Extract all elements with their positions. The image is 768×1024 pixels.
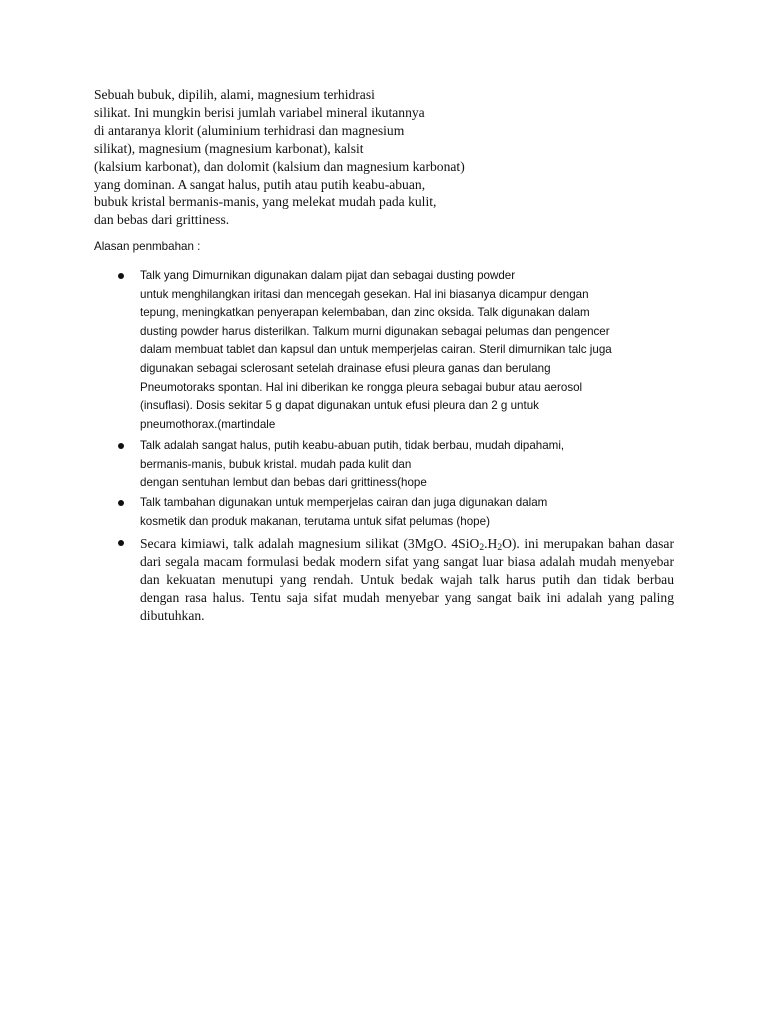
bullet-icon xyxy=(118,443,124,449)
bullet-icon xyxy=(118,500,124,506)
intro-line: yang dominan. A sangat halus, putih atau putih keabu-abuan, xyxy=(94,176,426,192)
intro-line: di antaranya klorit (aluminium terhidrasi dan magnesium xyxy=(94,122,405,138)
formula-text-before: Secara kimiawi, talk adalah magnesium silikat (3MgO. 4SiO xyxy=(140,536,480,551)
list-item-line: Pneumotoraks spontan. Hal ini diberikan ke rongga pleura sebagai bubur atau aerosol xyxy=(140,380,583,394)
formula-text-after: O). ini merupakan bahan dasar dari segala macam formulasi bedak modern sifat yang sangat luar biasa adalah mudah menyebar dan kekuatan menutupi yang rendah. Untuk bedak wajah talk harus putih dan tidak berbau dengan rasa halus. Tentu saja sifat mudah menyebar yang sangat baik ini adalah yang paling dibutuhkan. xyxy=(140,536,674,623)
intro-line: Sebuah bubuk, dipilih, alami, magnesium terhidrasi xyxy=(94,87,375,102)
intro-paragraph xyxy=(94,86,694,229)
bullet-icon xyxy=(118,540,124,546)
list-item xyxy=(140,535,674,625)
list-item-line: kosmetik dan produk makanan, terutama untuk sifat pelumas (hope) xyxy=(140,514,490,528)
list-item-line: dusting powder harus disterilkan. Talkum murni digunakan sebagai pelumas dan pengencer xyxy=(140,324,610,338)
formula-text-mid: .H xyxy=(484,536,498,551)
intro-line: silikat. Ini mungkin berisi jumlah variabel mineral ikutannya xyxy=(94,104,425,120)
list-item-line: tepung, meningkatkan penyerapan kelembaban, dan zinc oksida. Talk digunakan dalam xyxy=(140,306,590,320)
intro-line: bubuk kristal bermanis-manis, yang melekat mudah pada kulit, xyxy=(94,194,437,210)
intro-line: silikat), magnesium (magnesium karbonat), kalsit xyxy=(94,140,364,156)
bullet-icon xyxy=(118,273,124,279)
formula-subscript: 2 xyxy=(497,543,503,553)
list-item-line: untuk menghilangkan iritasi dan mencegah gesekan. Hal ini biasanya dicampur dengan xyxy=(140,287,589,301)
list-item xyxy=(140,437,680,493)
list-item-line: dalam membuat tablet dan kapsul dan untuk memperjelas cairan. Steril dimurnikan talc juga xyxy=(140,343,612,357)
list-item-line: (insuflasi). Dosis sekitar 5 g dapat digunakan untuk efusi pleura dan 2 g untuk xyxy=(140,399,539,413)
list-item-line: bermanis-manis, bubuk kristal. mudah pada kulit dan xyxy=(140,457,412,471)
list-item xyxy=(140,267,680,434)
formula-subscript: 2 xyxy=(479,543,485,553)
list-item-line: dengan sentuhan lembut dan bebas dari grittiness(hope xyxy=(140,476,427,490)
list-item xyxy=(140,494,680,531)
intro-line: dan bebas dari grittiness. xyxy=(94,212,230,228)
list-item-line: Talk yang Dimurnikan digunakan dalam pijat dan sebagai dusting powder xyxy=(140,269,516,282)
list-item-line: Talk adalah sangat halus, putih keabu-abuan putih, tidak berbau, mudah dipahami, xyxy=(140,439,565,452)
list-item-line: pneumothorax.(martindale xyxy=(140,417,276,431)
intro-line: (kalsium karbonat), dan dolomit (kalsium dan magnesium karbonat) xyxy=(94,158,465,174)
list-item-line: digunakan sebagai sclerosant setelah drainase efusi pleura ganas dan berulang xyxy=(140,361,551,375)
list-item-line: Talk tambahan digunakan untuk memperjelas cairan dan juga digunakan dalam xyxy=(140,496,548,509)
section-heading: Alasan penmbahan : xyxy=(94,240,201,253)
